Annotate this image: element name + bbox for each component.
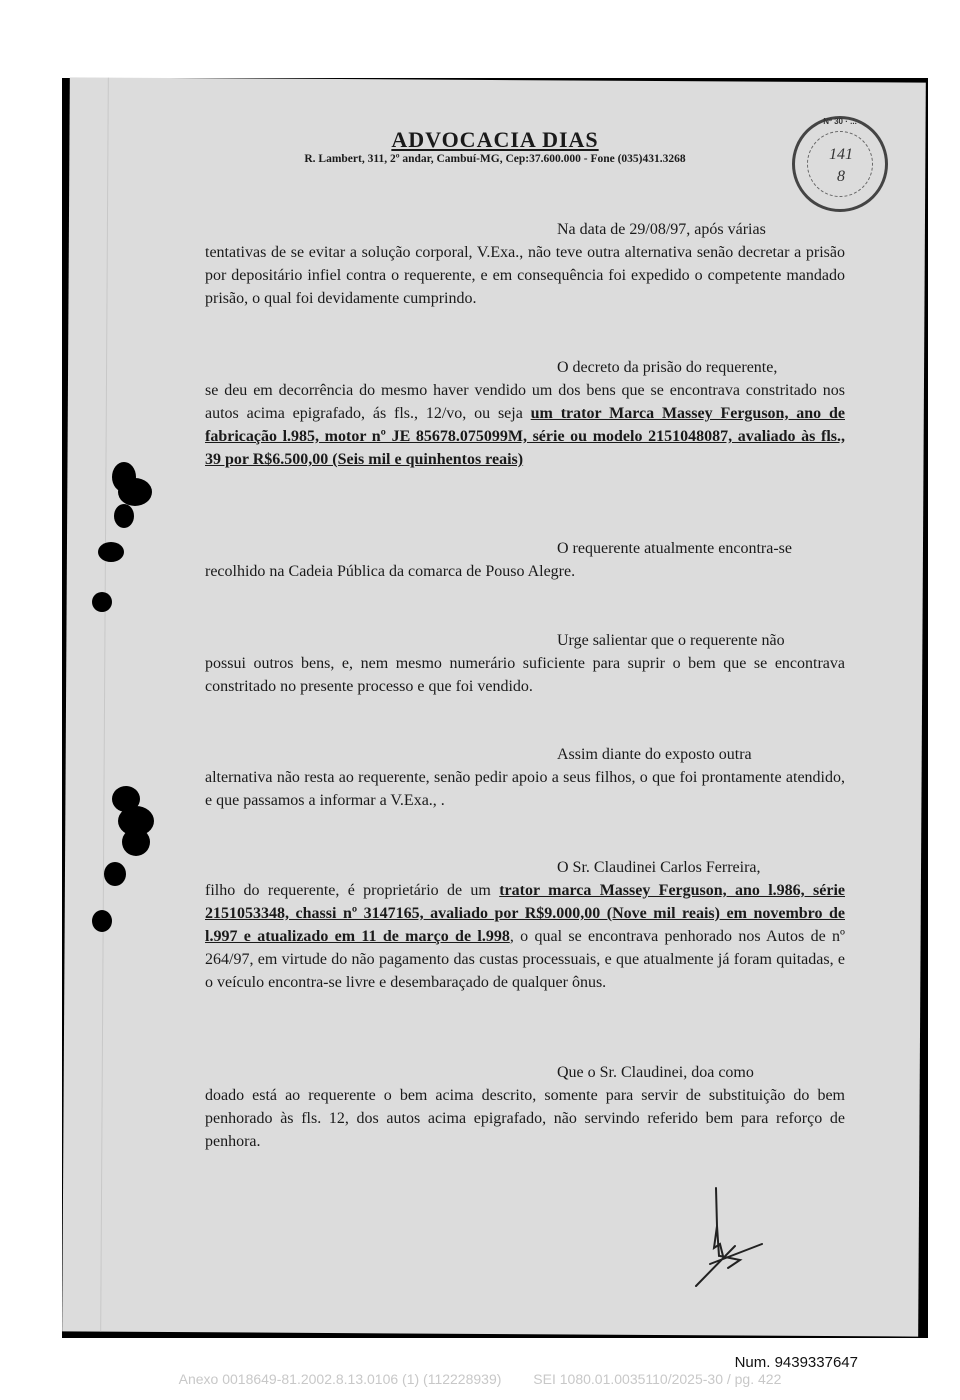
son-tractor-underlined: trator marca Massey Ferguson, ano l.986, série 2151053348, chassi nº 3147165, avaliado por R$9.000,00 (Nove mil reais) em novembro de l.997 e atualizado em 11 de março de l.998	[205, 882, 845, 945]
paragraph-no-assets	[205, 629, 845, 698]
stamp-inner-circle	[807, 131, 873, 197]
paragraph-detention	[205, 537, 845, 583]
punch-hole	[122, 828, 150, 856]
paragraph-donation	[205, 1061, 845, 1153]
paragraph-sons-support	[205, 743, 845, 812]
paragraph-text: possui outros bens, e, nem mesmo numerário suficiente para suprir o bem que se encontrava constritado no presente processo e que foi vendido.	[205, 655, 845, 695]
paragraph-first-line: Urge salientar que o requerente não	[557, 632, 785, 649]
paragraph-text-tail: , o qual se encontrava penhorado nos Autos de nº 264/97, em virtude do não pagamento das custas processuais, e que atualmente já foram quitadas, e o veículo encontra-se livre e desembaraçado de qualquer ônus.	[205, 928, 846, 991]
paragraph-text: doado está ao requerente o bem acima descrito, somente para servir de substituição do bem penhorado às fls. 12, dos autos acima epigrafado, não servindo referido bem para reforço de penhora.	[205, 1087, 845, 1150]
letterhead-address: R. Lambert, 311, 2º andar, Cambuí-MG, Cep:37.600.000 - Fone (035)431.3268	[304, 153, 686, 165]
punch-hole	[114, 504, 134, 528]
paragraph-prison-decree	[205, 218, 845, 310]
punch-hole	[98, 542, 124, 562]
punch-hole	[92, 910, 112, 932]
margin-line	[100, 78, 109, 1332]
paragraph-text: alternativa não resta ao requerente, senão pedir apoio a seus filhos, o que foi prontamente atendido, e que passamos a informar a V.Exa., .	[205, 769, 845, 809]
court-stamp	[792, 116, 888, 212]
stamp-initial: 8	[837, 168, 845, 185]
handwritten-signature	[690, 1186, 770, 1290]
paragraph-first-line: Que o Sr. Claudinei, doa como	[557, 1064, 754, 1081]
paragraph-text: tentativas de se evitar a solução corporal, V.Exa., não teve outra alternativa senão decretar a prisão por depositário infiel contra o requerente, e em consequência foi expedido o competente mandado prisão, o qual foi devidamente cumprindo.	[205, 244, 845, 307]
paragraph-first-line: Assim diante do exposto outra	[557, 746, 752, 763]
stamp-ring-text: Nº 30 · ...	[823, 117, 857, 126]
paragraph-son-tractor	[205, 856, 845, 994]
document-number: Num. 9439337647	[734, 1354, 858, 1371]
punch-hole	[92, 592, 112, 612]
paragraph-sold-tractor	[205, 356, 845, 471]
letterhead-title: ADVOCACIA DIAS	[391, 127, 599, 152]
paragraph-first-line: O Sr. Claudinei Carlos Ferreira,	[557, 859, 761, 876]
paragraph-first-line: Na data de 29/08/97, após várias	[557, 221, 766, 238]
paragraph-text: recolhido na Cadeia Pública da comarca de Pouso Alegre.	[205, 563, 576, 580]
paragraph-text: se deu em decorrência do mesmo haver vendido um dos bens que se encontrava constritado nos autos acima epigrafado, ás fls., 12/vo, ou seja	[205, 382, 845, 422]
footer	[0, 1371, 960, 1387]
footer-sei-reference: SEI 1080.01.0035110/2025-30 / pg. 422	[533, 1371, 782, 1387]
footer-annex-reference: Anexo 0018649-81.2002.8.13.0106 (1) (112228939)	[178, 1371, 502, 1387]
paragraph-text: filho do requerente, é proprietário de um	[205, 882, 500, 899]
stamp-page-number: 141	[829, 146, 853, 163]
punch-hole	[118, 478, 152, 506]
tractor-description-underlined: um trator Marca Massey Ferguson, ano de fabricação l.985, motor nº JE 85678.075099M, série ou modelo 2151048087, avaliado às fls., 39 por R$6.500,00 (Seis mil e quinhentos reais)	[205, 405, 845, 468]
punch-hole	[104, 862, 126, 886]
paragraph-first-line: O requerente atualmente encontra-se	[557, 540, 792, 557]
paragraph-first-line: O decreto da prisão do requerente,	[557, 359, 778, 376]
